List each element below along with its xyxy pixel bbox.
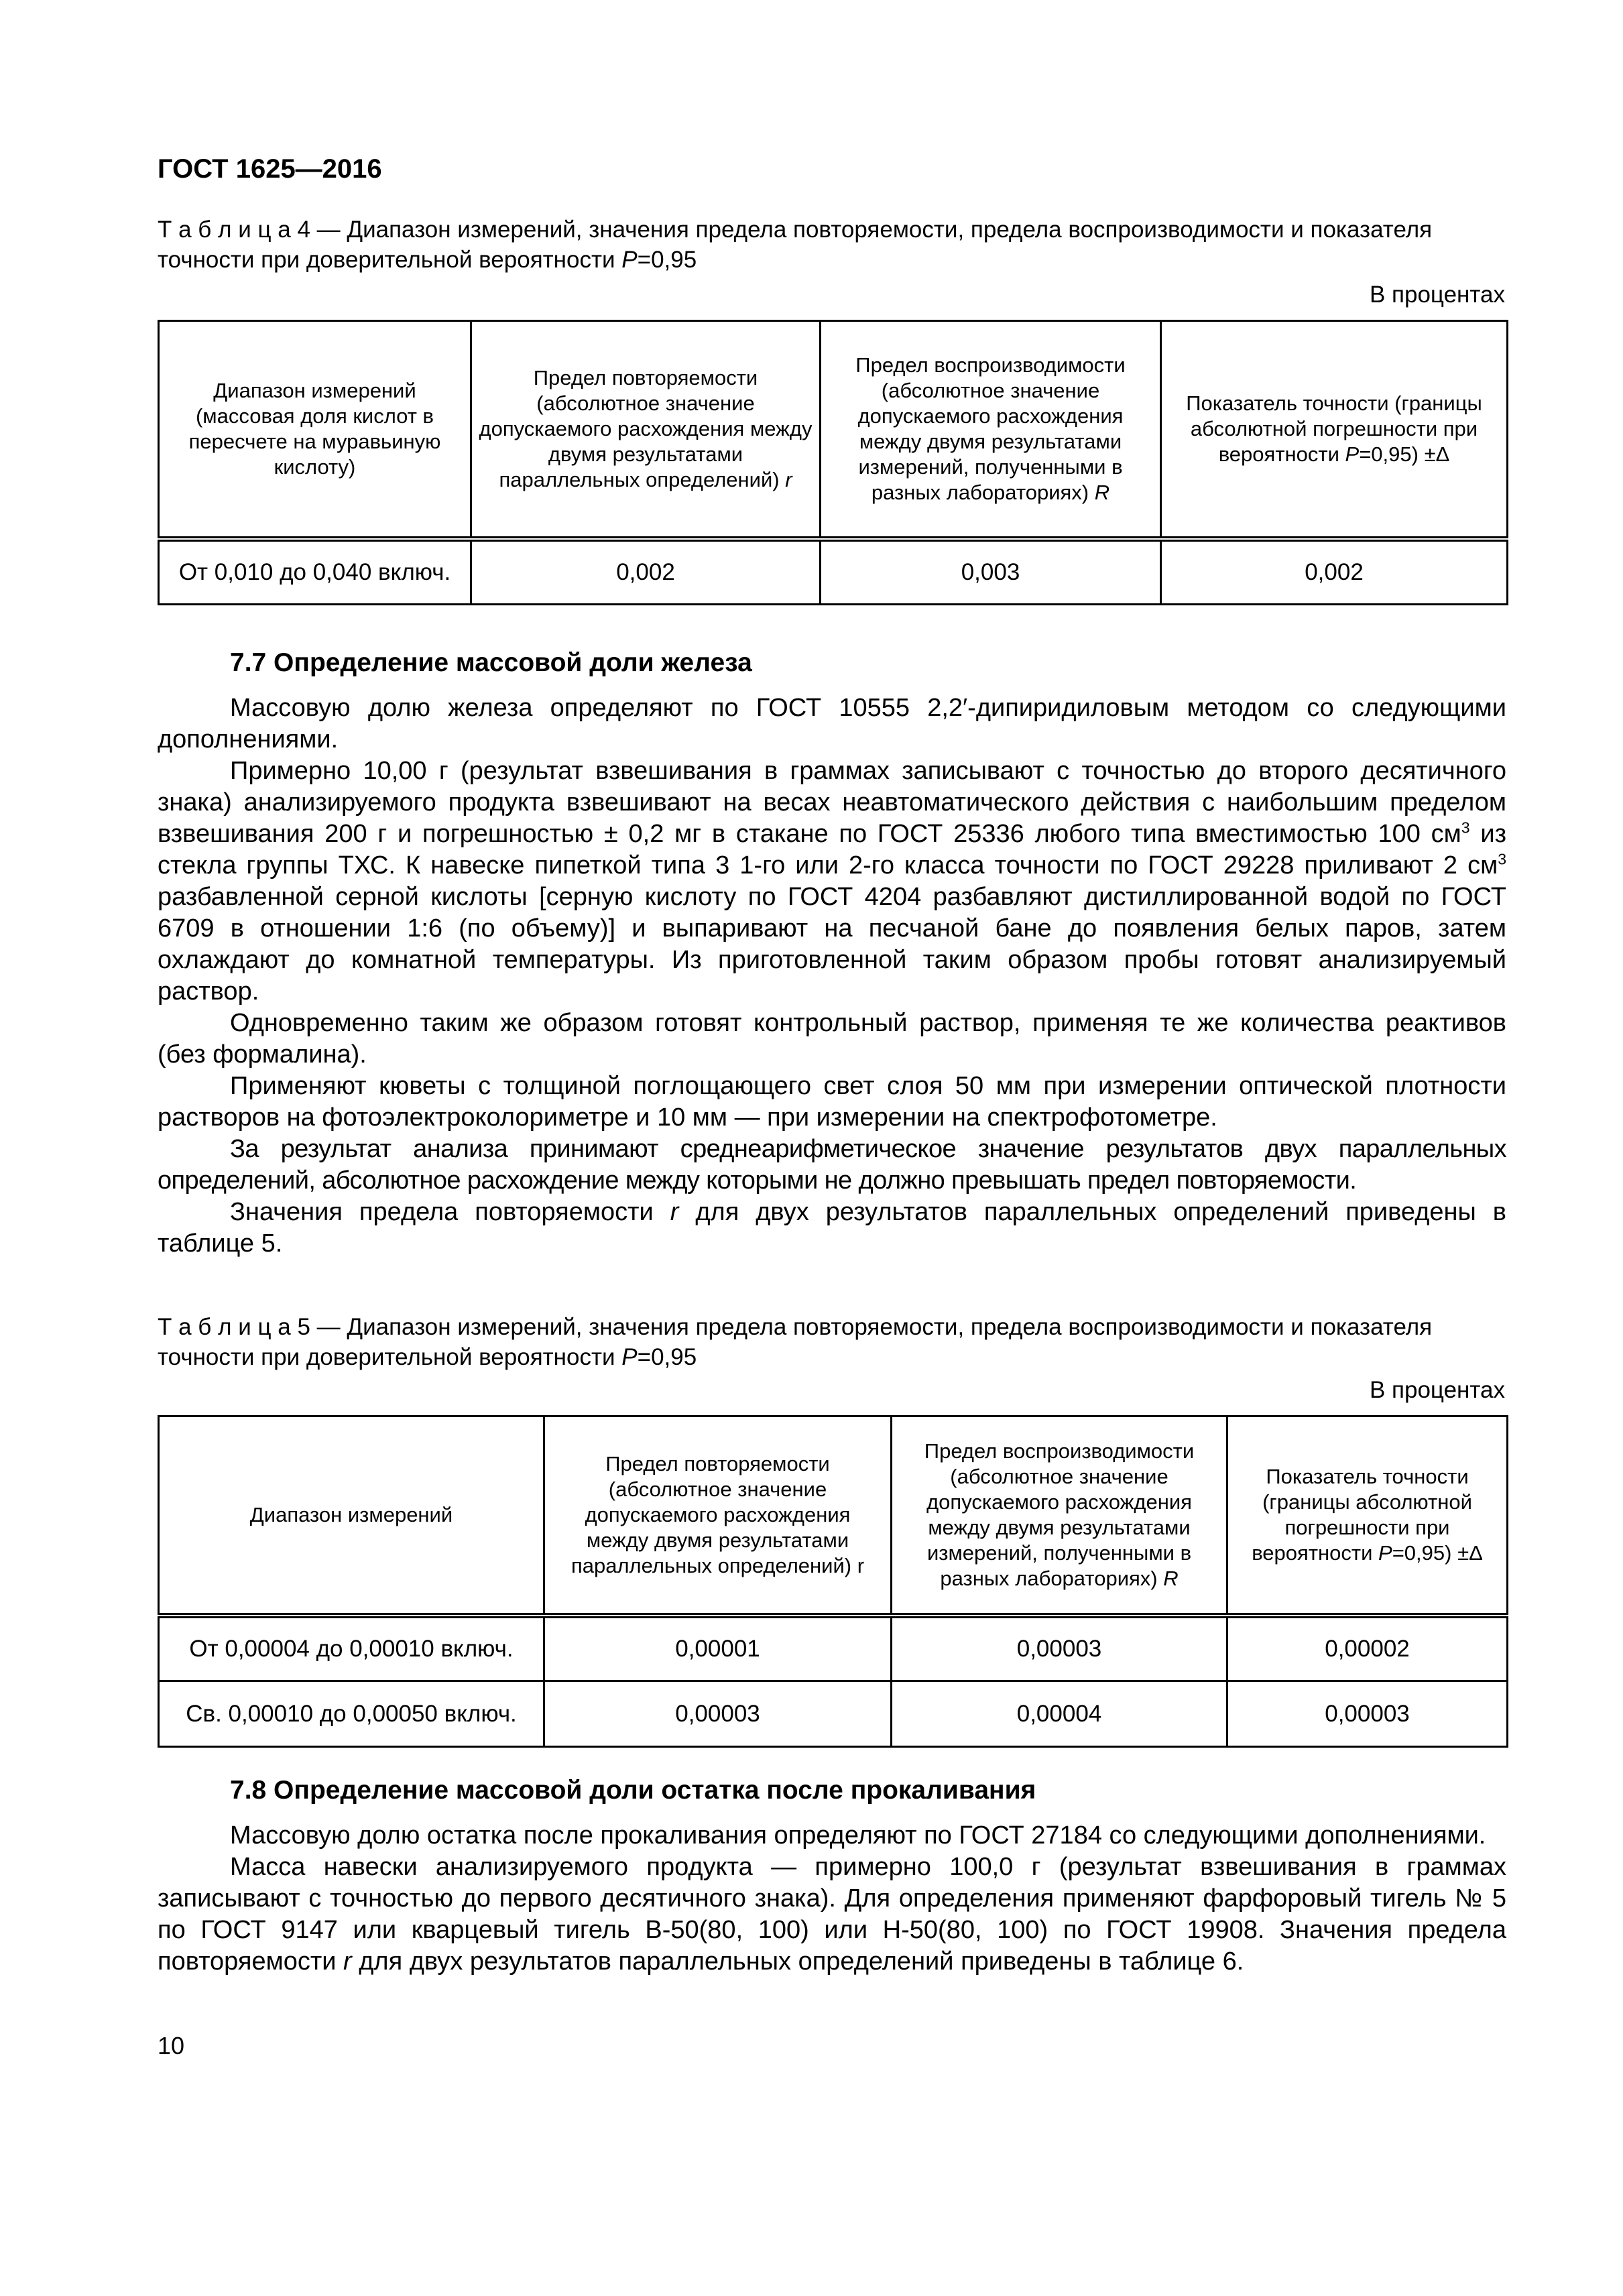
table5-units: В процентах xyxy=(1369,1377,1505,1403)
table4-caption: Т а б л и ц а 4 — Диапазон измерений, значения предела повторяемости, предела воспроизводимости и показателя точности при доверительной вероятности P=0,95 xyxy=(158,217,1433,273)
table-row xyxy=(159,539,1508,605)
table5-cell-range: От 0,00004 до 0,00010 включ. xyxy=(159,1616,544,1681)
table5-cell-delta: 0,00003 xyxy=(1227,1681,1508,1747)
table4-cell-range: От 0,010 до 0,040 включ. xyxy=(159,539,471,605)
table4-caption-word: Т а б л и ц а xyxy=(158,217,291,243)
table4-cell-delta: 0,002 xyxy=(1161,539,1508,605)
paragraph: За результат анализа принимают среднеарифметическое значение результатов двух параллельных определений, абсолютное расхождение между которыми не должно превышать предел повторяемости. xyxy=(158,1135,1506,1195)
table4 xyxy=(158,320,1508,605)
table5 xyxy=(158,1415,1508,1748)
table5-caption-word: Т а б л и ц а xyxy=(158,1314,291,1340)
table4-header-reproducibility: Предел воспроизводимости (абсолютное значение допускаемого расхождения между двумя результатами измерений, полученными в разных лабораториях) R xyxy=(821,321,1161,539)
table4-units: В процентах xyxy=(1369,282,1505,308)
table5-header-row xyxy=(159,1416,1508,1616)
table-row xyxy=(159,1616,1508,1681)
table5-header-accuracy: Показатель точности (границы абсолютной погрешности при вероятности P=0,95) ±Δ xyxy=(1227,1416,1508,1616)
table5-cell-R: 0,00004 xyxy=(892,1681,1227,1747)
table4-cell-R: 0,003 xyxy=(821,539,1161,605)
table5-caption: Т а б л и ц а 5 — Диапазон измерений, значения предела повторяемости, предела воспроизводимости и показателя точности при доверительной вероятности P=0,95 xyxy=(158,1314,1433,1370)
page-number: 10 xyxy=(158,2032,185,2059)
paragraph: Одновременно таким же образом готовят контрольный раствор, применяя те же количества реактивов (без формалина). xyxy=(158,1009,1506,1069)
table5-cell-r: 0,00003 xyxy=(544,1681,892,1747)
table5-header-reproducibility: Предел воспроизводимости (абсолютное значение допускаемого расхождения между двумя результатами измерений, полученными в разных лабораториях) R xyxy=(892,1416,1227,1616)
table4-header-range: Диапазон измерений (массовая доля кислот в пересчете на муравьиную кислоту) xyxy=(159,321,471,539)
section-7-7-body xyxy=(158,692,1506,1260)
section-7-7-title: 7.7 Определение массовой доли железа xyxy=(230,648,752,677)
table5-cell-range: Св. 0,00010 до 0,00050 включ. xyxy=(159,1681,544,1747)
table4-header-accuracy: Показатель точности (границы абсолютной погрешности при вероятности P=0,95) ±Δ xyxy=(1161,321,1508,539)
section-7-8-body xyxy=(158,1820,1506,1978)
paragraph: Применяют кюветы с толщиной поглощающего свет слоя 50 мм при измерении оптической плотности растворов на фотоэлектроколориметре и 10 мм — при измерении на спектрофотометре. xyxy=(158,1072,1506,1132)
paragraph: Массовую долю остатка после прокаливания определяют по ГОСТ 27184 со следующими дополнениями. xyxy=(230,1821,1486,1850)
table4-cell-r: 0,002 xyxy=(471,539,821,605)
paragraph: Примерно 10,00 г (результат взвешивания в граммах записывают с точностью до второго десятичного знака) анализируемого продукта взвешивают на весах неавтоматического действия с наибольшим пределом взвешивания 200 г и погрешностью ± 0,2 мг в стакане по ГОСТ 25336 любого типа вместимостью 100 $см^3$ из стекла группы ТХС. К навеске пипеткой типа 3 1-го или 2-го класса точности по ГОСТ 29228 приливают 2 $см^3$ разбавленной серной кислоты [серную кислоту по ГОСТ 4204 разбавляют дистиллированной водой по ГОСТ 6709 в отношении 1:6 (по объему)] и выпаривают на песчаной бане до появления белых паров, затем охлаждают до комнатной температуры. Из приготовленной таким образом пробы готовят анализируемый раствор. xyxy=(158,757,1506,1006)
table5-cell-R: 0,00003 xyxy=(892,1616,1227,1681)
table5-header-range: Диапазон измерений xyxy=(159,1416,544,1616)
paragraph: Масса навески анализируемого продукта — примерно 100,0 г (результат взвешивания в граммах записывают с точностью до первого десятичного знака). Для определения применяют фарфоровый тигель № 5 по ГОСТ 9147 или кварцевый тигель В-50(80, 100) или Н-50(80, 100) по ГОСТ 19908. Значения предела повторяемости r для двух результатов параллельных определений приведены в таблице 6. xyxy=(158,1853,1506,1976)
section-7-8-title: 7.8 Определение массовой доли остатка после прокаливания xyxy=(230,1776,1036,1805)
table5-cell-r: 0,00001 xyxy=(544,1616,892,1681)
table4-header-row xyxy=(159,321,1508,539)
paragraph: Значения предела повторяемости r для двух результатов параллельных определений приведены в таблице 5. xyxy=(158,1198,1506,1258)
paragraph: Массовую долю железа определяют по ГОСТ 10555 2,2′-дипиридиловым методом со следующими дополнениями. xyxy=(158,694,1506,753)
table5-cell-delta: 0,00002 xyxy=(1227,1616,1508,1681)
table5-header-repeatability: Предел повторяемости (абсолютное значение допускаемого расхождения между двумя результатами параллельных определений) r xyxy=(544,1416,892,1616)
document-header: ГОСТ 1625—2016 xyxy=(158,154,382,184)
table4-header-repeatability: Предел повторяемости (абсолютное значение допускаемого расхождения между двумя результатами параллельных определений) r xyxy=(471,321,821,539)
table-row xyxy=(159,1681,1508,1747)
